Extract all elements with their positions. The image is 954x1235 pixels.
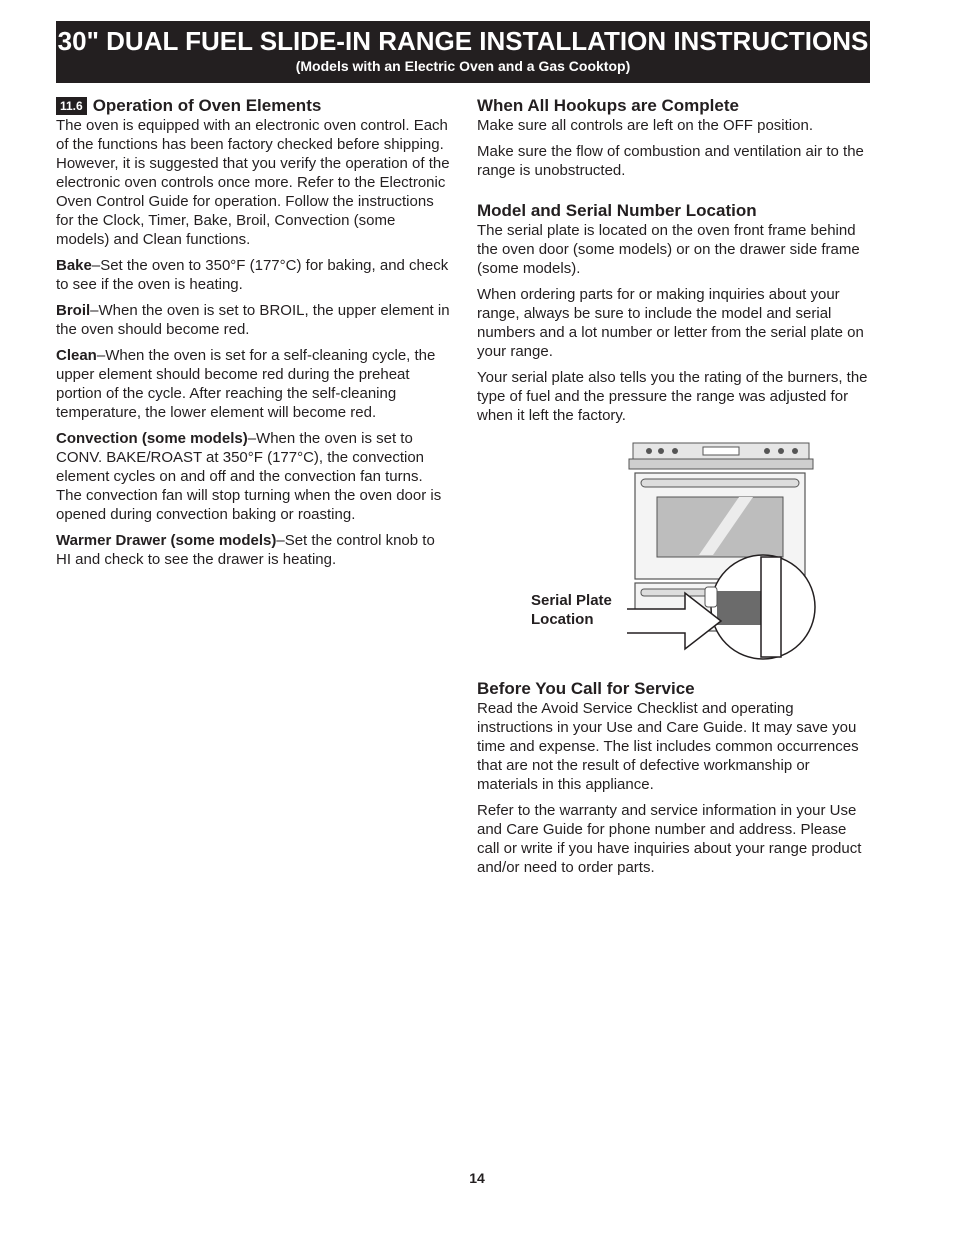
- page-number: 14: [469, 1170, 485, 1186]
- page-title: 30" DUAL FUEL SLIDE-IN RANGE INSTALLATION INSTRUCTIONS: [57, 26, 869, 56]
- bake-text: –Set the oven to 350°F (177°C) for baking, and check to see if the oven is heating.: [56, 257, 449, 293]
- warmer-drawer-paragraph: [56, 531, 452, 569]
- bake-paragraph: [56, 256, 452, 294]
- serial-heading: Model and Serial Number Location: [477, 201, 757, 220]
- range-illustration: [627, 439, 827, 667]
- bake-term: Bake: [56, 257, 92, 274]
- header-banner: [56, 21, 870, 83]
- broil-term: Broil: [56, 302, 91, 319]
- service-paragraph-1: Read the Avoid Service Checklist and operating instructions in your Use and Care Guide. It may save you time and expense. The list includes common occurrences that are not the result of defective workmanship or materials in this appliance.: [477, 700, 859, 793]
- section-heading-oven-elements: [56, 96, 452, 116]
- service-paragraph-2: Refer to the warranty and service information in your Use and Care Guide for phone number and address. Please call or write if you have inquiries about your range product and/or need to order parts.: [477, 802, 862, 876]
- left-column: [56, 96, 452, 576]
- right-column: [477, 96, 873, 884]
- hookups-paragraph-1: Make sure all controls are left on the OFF position.: [477, 117, 813, 134]
- clean-text: –When the oven is set for a self-cleaning cycle, the upper element should become red during the preheat portion of the cycle. After reaching the self-cleaning temperature, the lower element will become red.: [56, 347, 436, 421]
- broil-text: –When the oven is set to BROIL, the upper element in the oven should become red.: [56, 302, 450, 338]
- section-number-badge: 11.6: [56, 97, 87, 115]
- convection-text: –When the oven is set to CONV. BAKE/ROAST at 350°F (177°C), the convection element cycles on and off and the convection fan turns. The convection fan will stop turning when the oven door is opened during convection baking or roasting.: [56, 430, 442, 523]
- broil-paragraph: [56, 301, 452, 339]
- page-subtitle: (Models with an Electric Oven and a Gas Cooktop): [295, 58, 631, 74]
- clean-paragraph: [56, 346, 452, 422]
- serial-plate-label: Serial Plate Location: [531, 592, 612, 628]
- convection-term: Convection (some models): [56, 430, 248, 447]
- hookups-heading: When All Hookups are Complete: [477, 96, 739, 115]
- serial-paragraph-1: The serial plate is located on the oven front frame behind the oven door (some models) or on the drawer side frame (some models).: [477, 222, 860, 277]
- warmer-drawer-text: –Set the control knob to HI and check to see the drawer is heating.: [56, 532, 435, 568]
- section-title: Operation of Oven Elements: [92, 96, 322, 115]
- convection-paragraph: [56, 429, 452, 524]
- serial-paragraph-2: When ordering parts for or making inquiries about your range, always be sure to include the model and serial numbers and a lot number or letter from the serial plate on your range.: [477, 286, 864, 360]
- warmer-drawer-term: Warmer Drawer (some models): [56, 532, 277, 549]
- clean-term: Clean: [56, 347, 97, 364]
- serial-plate-figure: [477, 439, 873, 679]
- service-heading: Before You Call for Service: [477, 679, 695, 698]
- serial-paragraph-3: Your serial plate also tells you the rating of the burners, the type of fuel and the pressure the range was adjusted for when it left the factory.: [477, 369, 868, 424]
- intro-paragraph: The oven is equipped with an electronic oven control. Each of the functions has been factory checked before shipping. However, it is suggested that you verify the operation of the electronic oven controls once more. Refer to the Electronic Oven Control Guide for operation. Follow the instructions for the Clock, Timer, Bake, Broil, Convection (some models) and Clean functions.: [56, 117, 450, 248]
- hookups-paragraph-2: Make sure the flow of combustion and ventilation air to the range is unobstructed.: [477, 143, 864, 179]
